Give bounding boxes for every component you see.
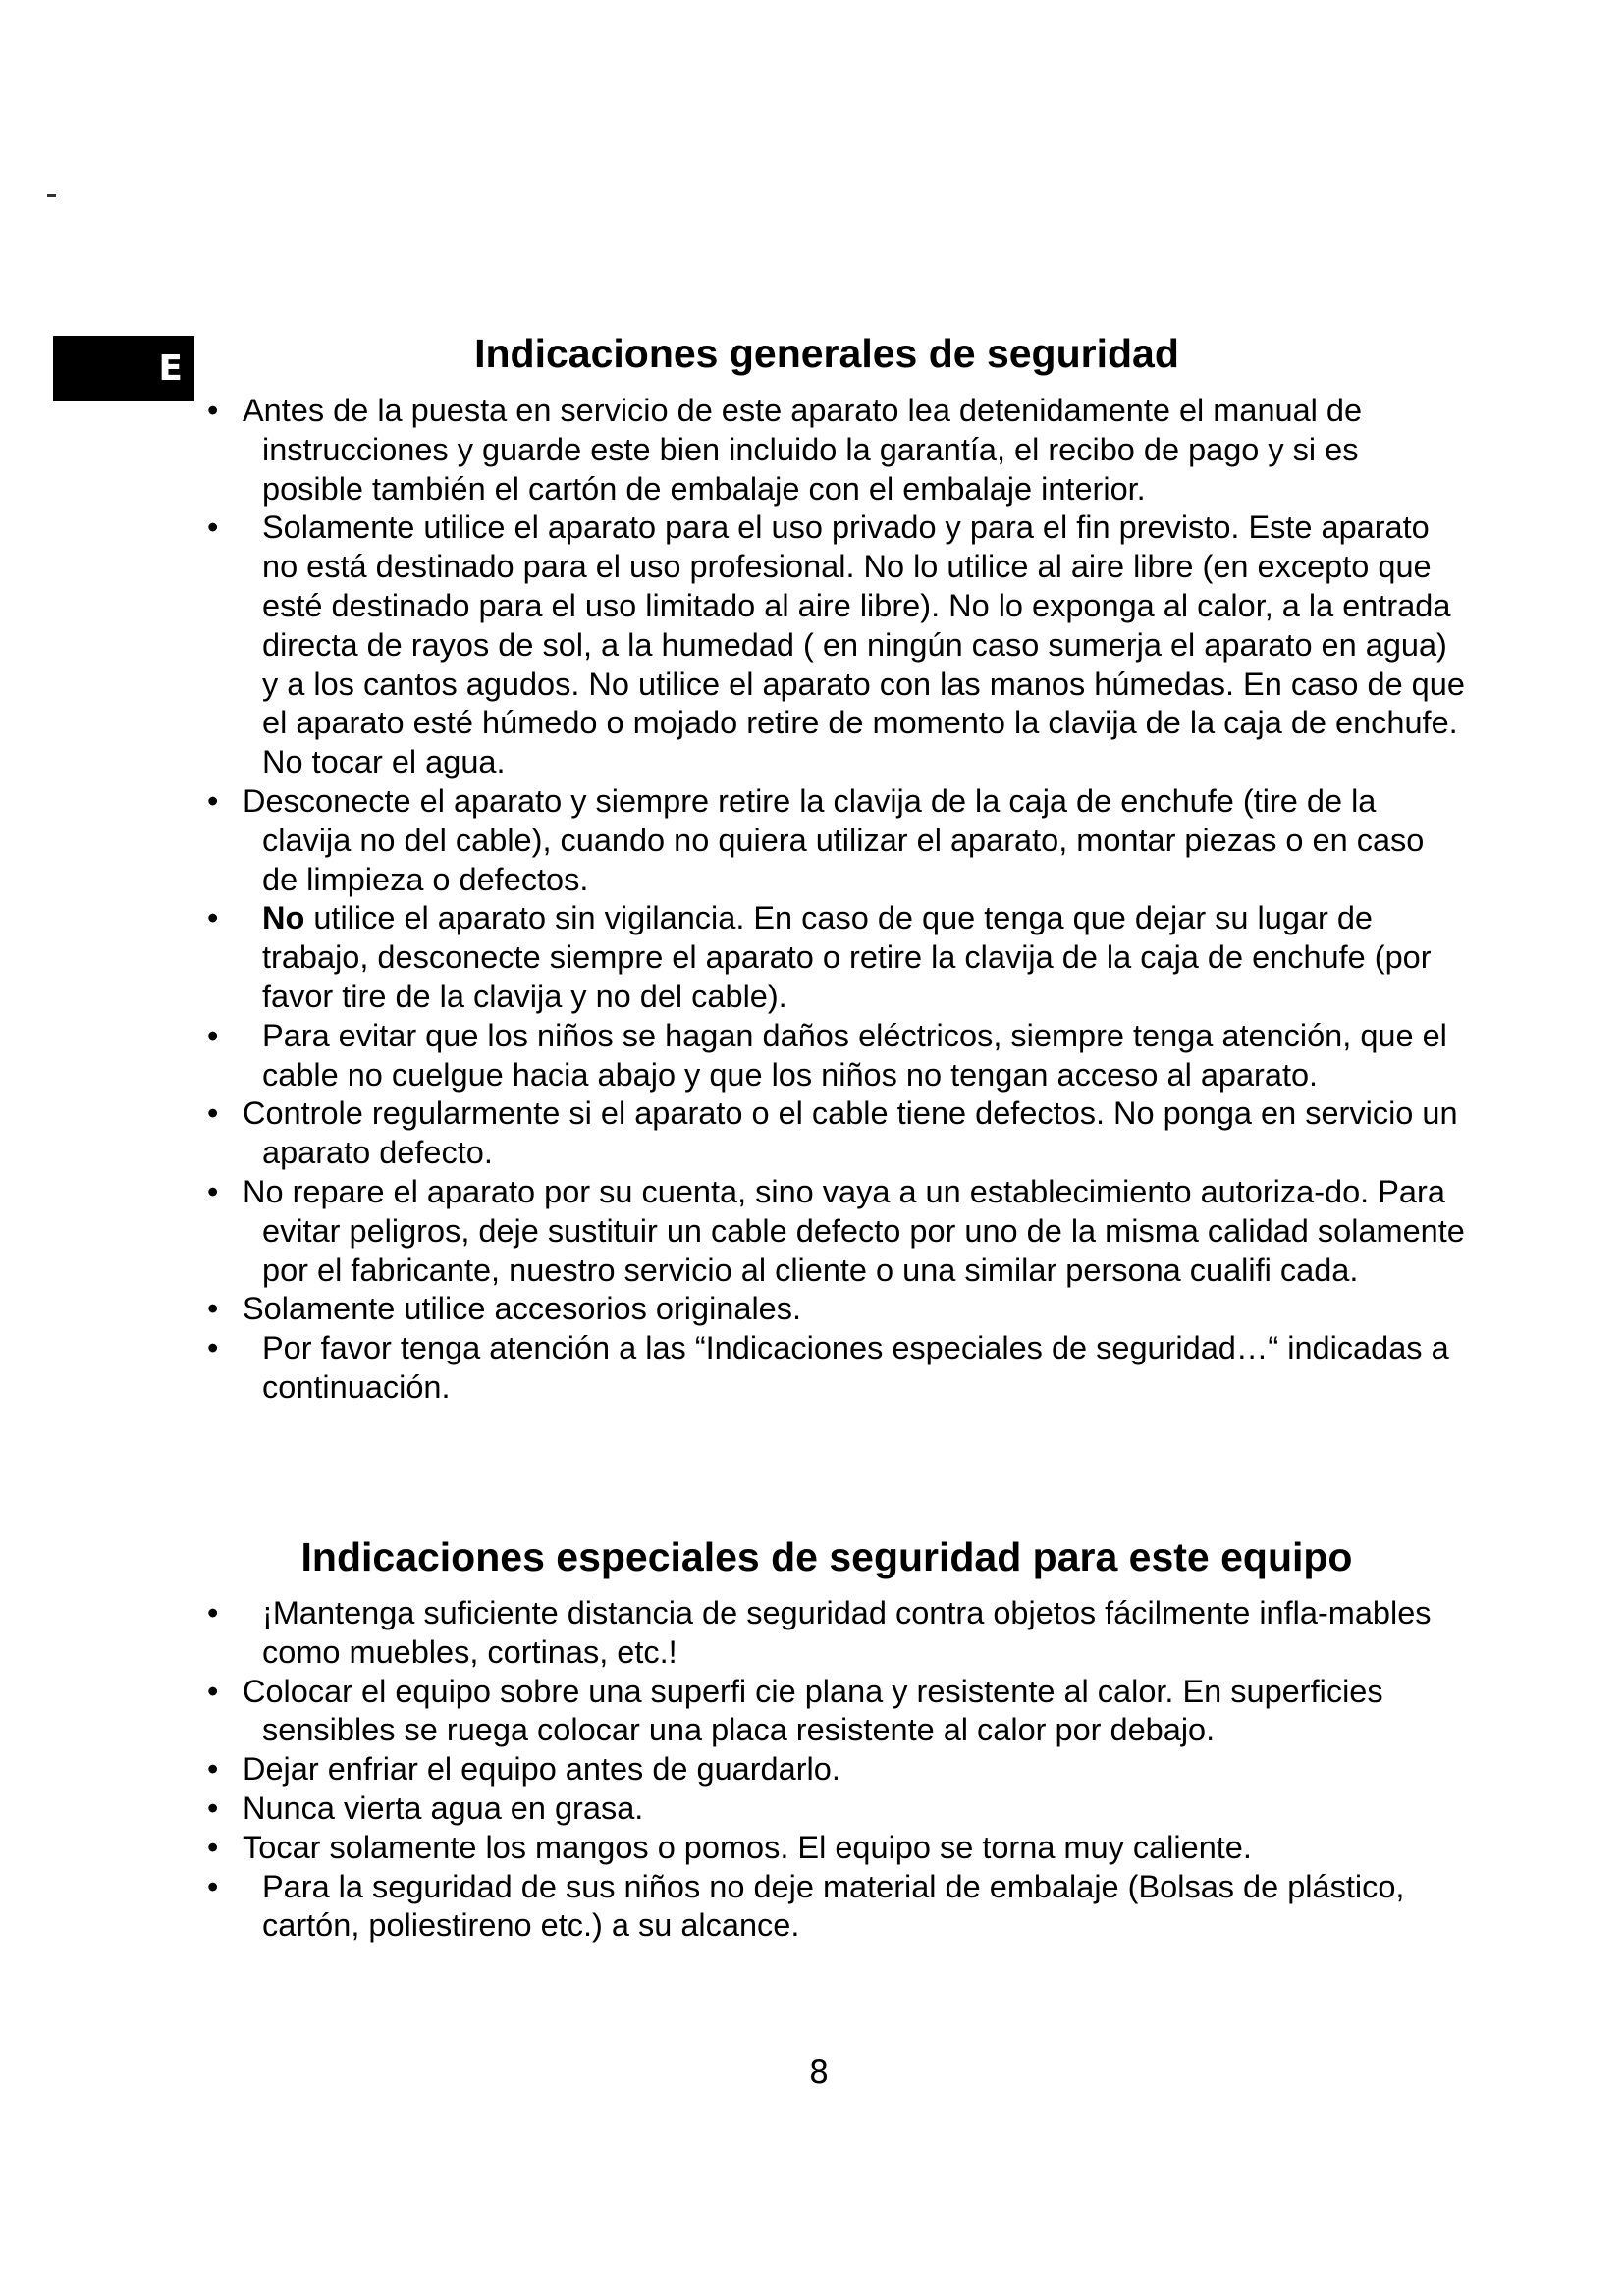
list-item: • Desconecte el aparato y siempre retire la clavija de la caja de enchufe (tire de la clavija no del cable), cuando no quiera utilizar el aparato, montar piezas o en caso de limpieza o defectos. bbox=[207, 782, 1425, 897]
list-item: • Dejar enfriar el equipo antes de guardarlo. bbox=[201, 1750, 1468, 1789]
special-safety-list bbox=[201, 1594, 1468, 1946]
general-safety-title: Indicaciones generales de seguridad bbox=[474, 331, 1179, 376]
bullet-icon: • bbox=[207, 1673, 219, 1709]
list-item: • Nunca vierta agua en grasa. bbox=[201, 1789, 1468, 1829]
bullet-icon: • bbox=[207, 509, 219, 546]
list-item: • ¡Mantenga suficiente distancia de seguridad contra objetos fácilmente infla-mables como muebles, cortinas, etc.! bbox=[207, 1595, 1432, 1670]
list-item: • Para evitar que los niños se hagan daños eléctricos, siempre tenga atención, que el cable no cuelgue hacia abajo y que los niños no tengan acceso al aparato. bbox=[207, 1017, 1447, 1093]
list-item: • Para la seguridad de sus niños no deje material de embalaje (Bolsas de plástico, cartón, poliestireno etc.) a su alcance. bbox=[207, 1868, 1405, 1944]
bullet-icon: • bbox=[207, 1017, 219, 1053]
list-item: • Solamente utilice el aparato para el uso privado y para el fin previsto. Este aparato no está destinado para el uso profesional. No lo utilice al aire libre (en excepto que esté destinado para el uso limitado al aire libre). No lo exponga al calor, a la entrada directa de rayos de sol, a la humedad ( en ningún caso sumerja el aparato en agua) y a los cantos agudos. No utilice el aparato con las manos húmedas. En caso de que el aparato esté húmedo o mojado retire de momento la clavija de la caja de enchufe. No tocar el agua. bbox=[207, 509, 1465, 780]
bullet-icon: • bbox=[207, 1291, 219, 1327]
bullet-icon: • bbox=[207, 1789, 219, 1826]
list-item: • No utilice el aparato sin vigilancia. En caso de que tenga que dejar su lugar de trabajo, desconecte siempre el aparato o retire la clavija de la caja de enchufe (por favor tire de la clavija y no del cable). bbox=[207, 900, 1432, 1014]
bullet-icon: • bbox=[207, 1095, 219, 1132]
list-item: • Solamente utilice accesorios originales. bbox=[201, 1290, 1468, 1329]
bullet-icon: • bbox=[207, 1173, 219, 1209]
bullet-icon: • bbox=[207, 1330, 219, 1366]
emphasis-no: No bbox=[262, 900, 305, 936]
list-item: • Tocar solamente los mangos o pomos. El equipo se torna muy caliente. bbox=[201, 1829, 1468, 1868]
bullet-icon: • bbox=[207, 782, 219, 819]
list-item: • Antes de la puesta en servicio de este aparato lea detenidamente el manual de instrucciones y guarde este bien incluido la garantía, el recibo de pago y si es posible también el cartón de embalaje con el embalaje interior. bbox=[207, 393, 1363, 507]
bullet-icon: • bbox=[207, 900, 219, 936]
list-item: • No repare el aparato por su cuenta, sino vaya a un establecimiento autoriza-do. Para evitar peligros, deje sustituir un cable defecto por uno de la misma calidad solamente por el fabricante, nuestro servicio al cliente o una similar persona cualifi cada. bbox=[207, 1173, 1465, 1288]
bullet-icon: • bbox=[207, 1868, 219, 1904]
list-item: • Por favor tenga atención a las “Indicaciones especiales de seguridad…“ indicadas a continuación. bbox=[207, 1330, 1449, 1405]
page-number: 8 bbox=[808, 2054, 830, 2091]
bullet-icon: • bbox=[207, 393, 219, 428]
bullet-icon: • bbox=[207, 1595, 219, 1630]
bullet-icon: • bbox=[207, 1829, 219, 1865]
list-item: • Colocar el equipo sobre una superfi cie plana y resistente al calor. En superficies sensibles se ruega colocar una placa resistente al calor por debajo. bbox=[207, 1673, 1383, 1748]
bullet-icon: • bbox=[207, 1751, 219, 1788]
general-safety-list bbox=[201, 392, 1468, 1408]
language-tab: E bbox=[53, 336, 194, 401]
list-item: • Controle regularmente si el aparato o el cable tiene defectos. No ponga en servicio un aparato defecto. bbox=[207, 1095, 1458, 1171]
corner-mark bbox=[47, 194, 56, 197]
special-safety-title: Indicaciones especiales de seguridad para este equipo bbox=[300, 1534, 1353, 1579]
